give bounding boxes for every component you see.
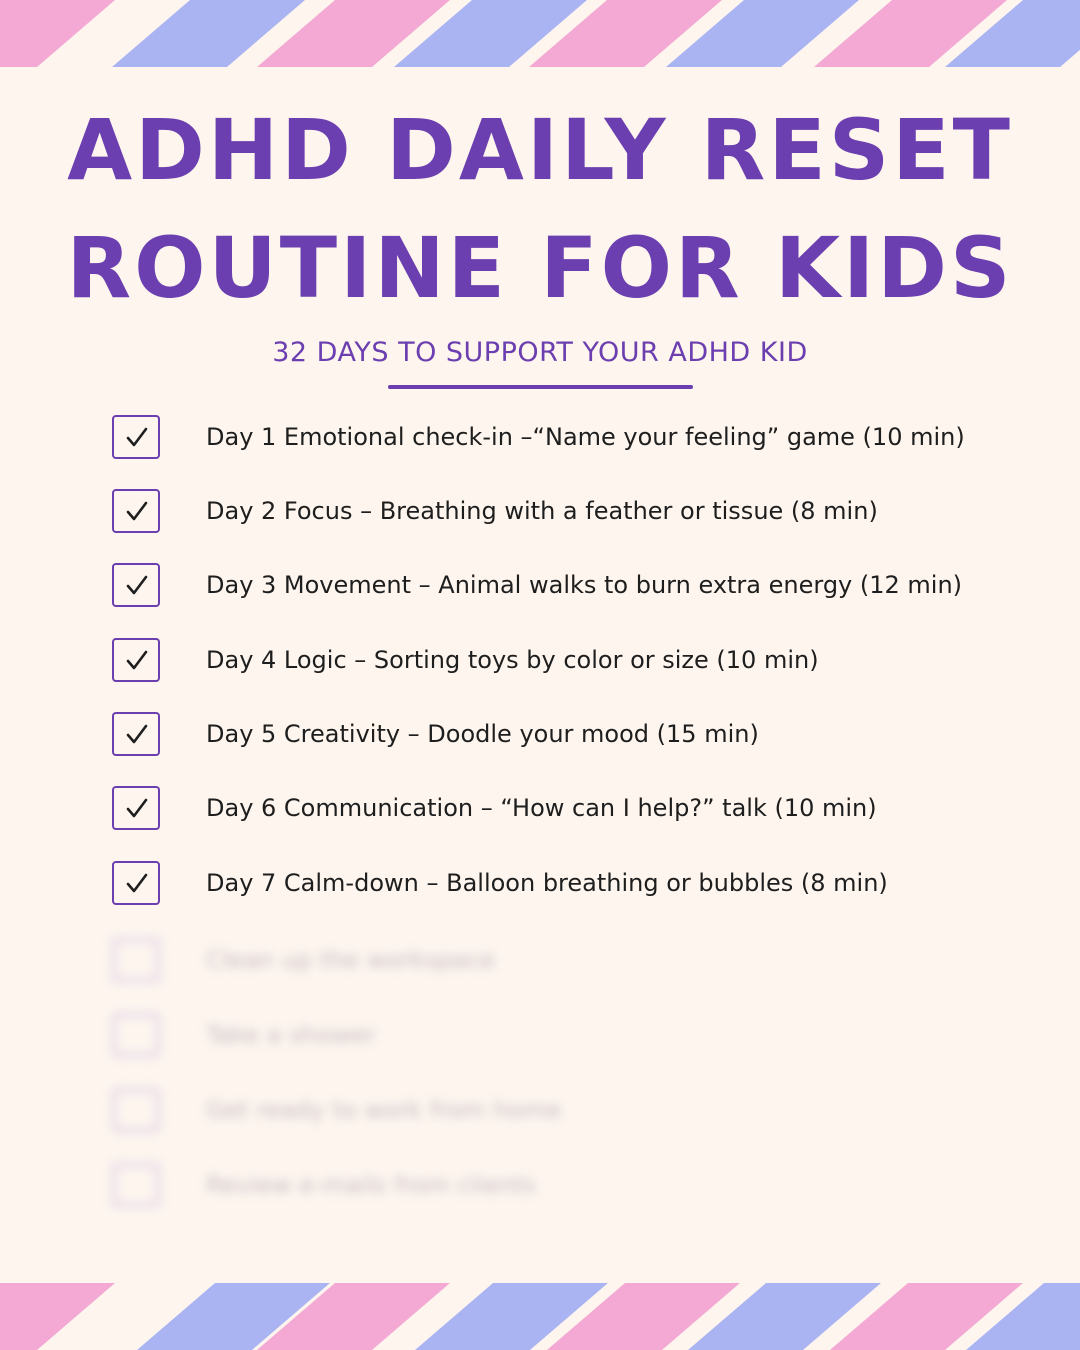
task-item[interactable] bbox=[112, 489, 1012, 537]
checkmark-icon bbox=[125, 426, 149, 450]
task-item[interactable] bbox=[112, 638, 1012, 686]
page-title-line-1: ADHD DAILY RESET bbox=[67, 101, 1013, 199]
task-label: Clean up the workspace bbox=[206, 946, 496, 974]
task-checkbox[interactable] bbox=[112, 563, 160, 607]
task-item[interactable] bbox=[112, 563, 1012, 611]
task-label: Day 5 Creativity – Doodle your mood (15 min) bbox=[206, 720, 759, 748]
task-checkbox[interactable] bbox=[112, 1088, 160, 1132]
task-label: Day 4 Logic – Sorting toys by color or size (10 min) bbox=[206, 646, 819, 674]
task-label: Day 6 Communication – “How can I help?” talk (10 min) bbox=[206, 794, 877, 822]
task-label: Day 1 Emotional check-in –“Name your feeling” game (10 min) bbox=[206, 423, 965, 451]
task-item[interactable] bbox=[112, 712, 1012, 760]
task-checkbox[interactable] bbox=[112, 489, 160, 533]
top-stripe-pattern bbox=[0, 0, 1080, 67]
task-checkbox[interactable] bbox=[112, 638, 160, 682]
task-label: Day 3 Movement – Animal walks to burn extra energy (12 min) bbox=[206, 571, 963, 599]
task-checkbox[interactable] bbox=[112, 1013, 160, 1057]
task-item[interactable] bbox=[112, 786, 1012, 834]
task-item[interactable] bbox=[112, 861, 1012, 909]
task-checkbox[interactable] bbox=[112, 1163, 160, 1207]
checkmark-icon bbox=[125, 649, 149, 673]
task-label: Take a shower bbox=[206, 1021, 376, 1049]
checkmark-icon bbox=[125, 574, 149, 598]
task-item[interactable] bbox=[112, 1013, 1012, 1061]
subtitle: 32 DAYS TO SUPPORT YOUR ADHD KID bbox=[272, 337, 808, 368]
task-checkbox[interactable] bbox=[112, 712, 160, 756]
checkmark-icon bbox=[125, 500, 149, 524]
task-checkbox[interactable] bbox=[112, 938, 160, 982]
task-label: Day 2 Focus – Breathing with a feather or tissue (8 min) bbox=[206, 497, 878, 525]
checkmark-icon bbox=[125, 872, 149, 896]
task-label: Get ready to work from home bbox=[206, 1096, 562, 1124]
task-label: Review e-mails from clients bbox=[206, 1171, 537, 1199]
task-checkbox[interactable] bbox=[112, 786, 160, 830]
task-item[interactable] bbox=[112, 415, 1012, 463]
task-item[interactable] bbox=[112, 1163, 1012, 1211]
task-checkbox[interactable] bbox=[112, 861, 160, 905]
bottom-stripe-pattern bbox=[0, 1283, 1080, 1350]
task-label: Day 7 Calm-down – Balloon breathing or bubbles (8 min) bbox=[206, 869, 888, 897]
checkmark-icon bbox=[125, 797, 149, 821]
bottom-stripe-border bbox=[0, 1283, 1080, 1350]
page-title-line-2: ROUTINE FOR KIDS bbox=[66, 219, 1014, 317]
task-item[interactable] bbox=[112, 938, 1012, 986]
top-stripe-border bbox=[0, 0, 1080, 67]
task-item[interactable] bbox=[112, 1088, 1012, 1136]
checkmark-icon bbox=[125, 723, 149, 747]
divider bbox=[388, 385, 693, 389]
task-checkbox[interactable] bbox=[112, 415, 160, 459]
